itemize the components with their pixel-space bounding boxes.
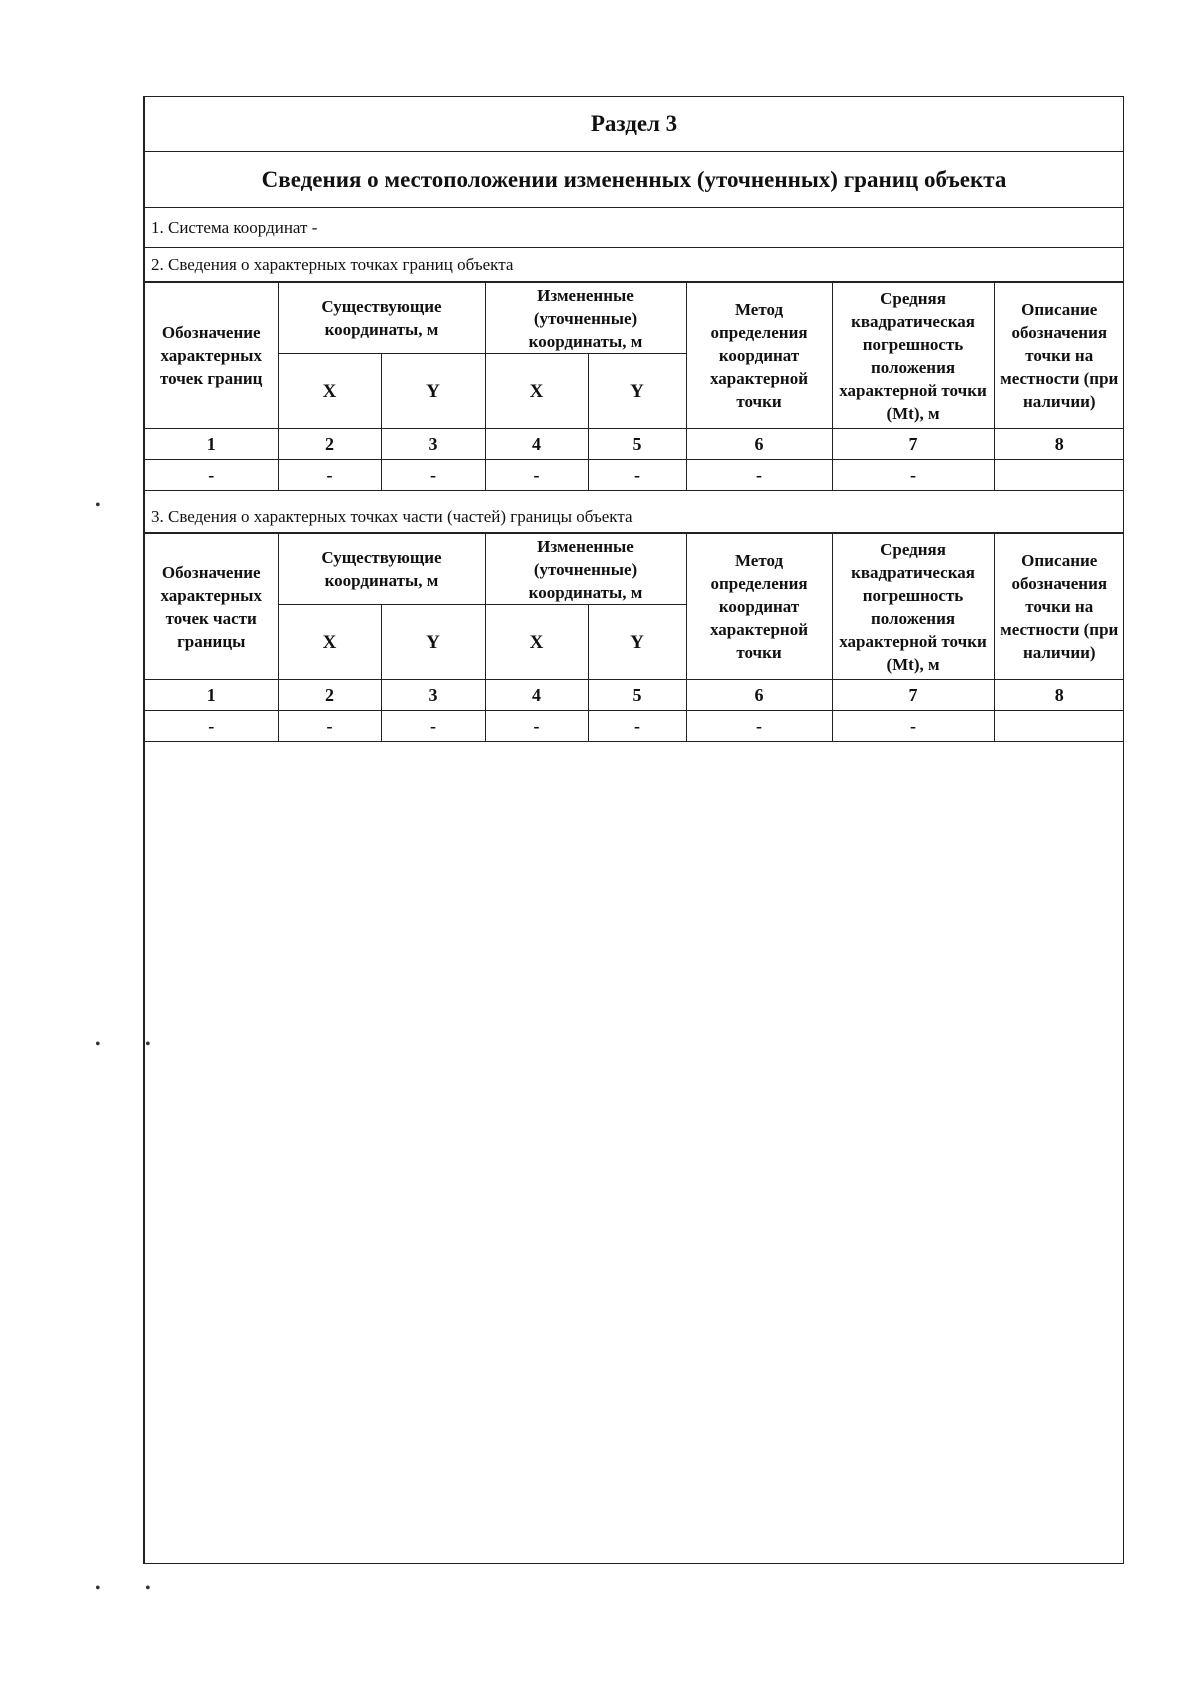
column-number: 4 — [485, 680, 588, 711]
scan-speck: • — [145, 1580, 151, 1597]
table-cell: - — [588, 460, 686, 491]
column-number: 5 — [588, 429, 686, 460]
scan-speck: • — [95, 497, 101, 514]
section-title: Раздел 3 — [145, 97, 1123, 152]
scan-speck: • — [95, 1036, 101, 1053]
column-number: 6 — [686, 680, 832, 711]
header-changed-coords: Измененные (уточненные) координаты, м — [485, 283, 686, 354]
header-method: Метод определения координат характерной точки — [686, 283, 832, 429]
table-cell: - — [145, 460, 278, 491]
table-cell: - — [686, 711, 832, 742]
table-row — [145, 711, 1124, 742]
header-point-designation: Обозначение характерных точек границ — [145, 283, 278, 429]
table-cell: - — [381, 460, 485, 491]
table-cell: - — [686, 460, 832, 491]
header-changed-coords: Измененные (уточненные) координаты, м — [485, 534, 686, 605]
header-existing-coords: Существующие координаты, м — [278, 283, 485, 354]
document-frame — [143, 96, 1124, 1564]
table-cell: - — [485, 460, 588, 491]
table-cell: - — [145, 711, 278, 742]
header-point-designation: Обозначение характерных точек части границы — [145, 534, 278, 680]
part1-heading: 2. Сведения о характерных точках границ объекта — [145, 248, 1123, 282]
header-method: Метод определения координат характерной точки — [686, 534, 832, 680]
column-number: 3 — [381, 680, 485, 711]
table-cell: - — [278, 711, 381, 742]
table-cell: - — [381, 711, 485, 742]
part-boundary-points-table — [145, 533, 1124, 742]
column-number: 2 — [278, 429, 381, 460]
header-mean-error: Средняя квадратическая погрешность положения характерной точки (Mt), м — [832, 534, 994, 680]
header-x-existing: X — [278, 354, 381, 429]
header-description: Описание обозначения точки на местности (при наличии) — [994, 283, 1124, 429]
table-row — [145, 460, 1124, 491]
table-cell: - — [588, 711, 686, 742]
column-number: 1 — [145, 680, 278, 711]
header-existing-coords: Существующие координаты, м — [278, 534, 485, 605]
scan-speck: • — [145, 1036, 151, 1053]
column-number: 2 — [278, 680, 381, 711]
header-description: Описание обозначения точки на местности (при наличии) — [994, 534, 1124, 680]
column-number: 7 — [832, 680, 994, 711]
column-number-row — [145, 429, 1124, 460]
column-number: 8 — [994, 429, 1124, 460]
column-number: 4 — [485, 429, 588, 460]
table-cell — [994, 460, 1124, 491]
column-number: 6 — [686, 429, 832, 460]
column-number: 3 — [381, 429, 485, 460]
header-mean-error: Средняя квадратическая погрешность положения характерной точки (Mt), м — [832, 283, 994, 429]
header-y-changed: Y — [588, 605, 686, 680]
table-cell: - — [832, 460, 994, 491]
header-x-changed: X — [485, 354, 588, 429]
column-number-row — [145, 680, 1124, 711]
part2-heading: 3. Сведения о характерных точках части (частей) границы объекта — [145, 501, 1123, 533]
header-x-changed: X — [485, 605, 588, 680]
header-y-changed: Y — [588, 354, 686, 429]
coordinate-system-line: 1. Система координат - — [145, 208, 1123, 248]
header-y-existing: Y — [381, 605, 485, 680]
column-number: 8 — [994, 680, 1124, 711]
table-cell: - — [278, 460, 381, 491]
column-number: 1 — [145, 429, 278, 460]
header-x-existing: X — [278, 605, 381, 680]
column-number: 7 — [832, 429, 994, 460]
table-cell — [994, 711, 1124, 742]
scan-speck: • — [95, 1580, 101, 1597]
column-number: 5 — [588, 680, 686, 711]
boundary-points-table — [145, 282, 1124, 491]
section-subtitle: Сведения о местоположении измененных (уточненных) границ объекта — [145, 152, 1123, 208]
header-y-existing: Y — [381, 354, 485, 429]
table-cell: - — [485, 711, 588, 742]
table-cell: - — [832, 711, 994, 742]
